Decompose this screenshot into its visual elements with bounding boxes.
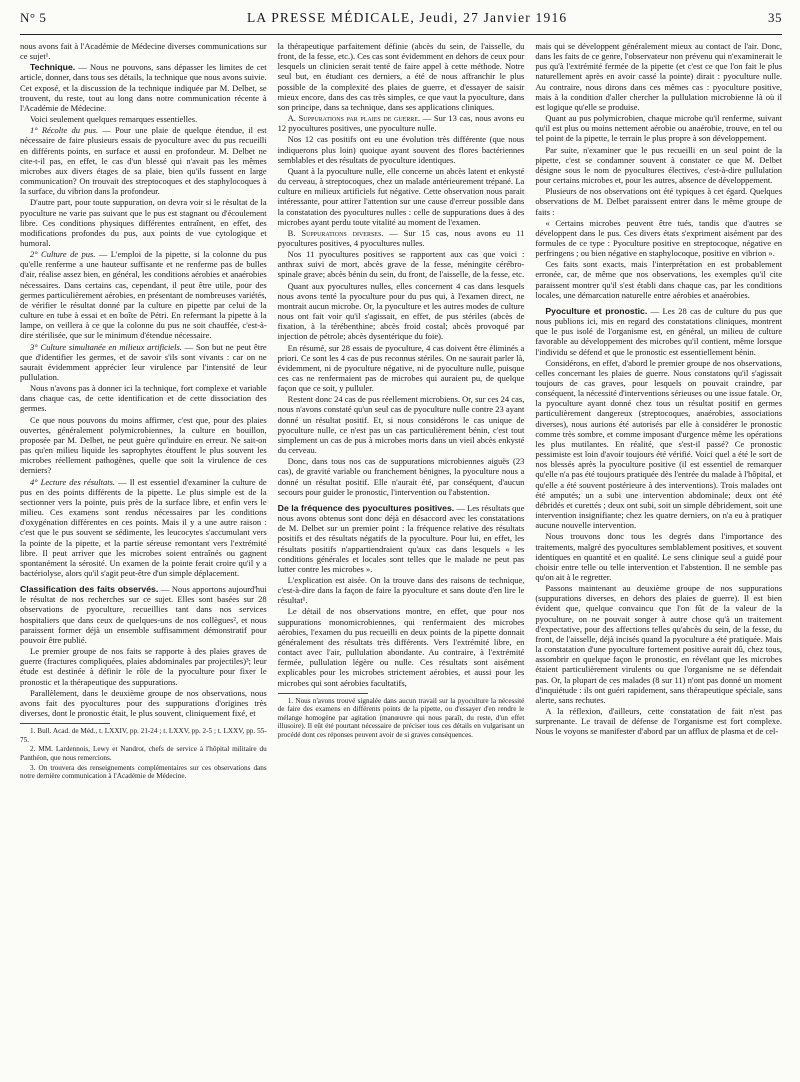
- column-2: [278, 41, 525, 782]
- paragraph-item-3: [20, 342, 267, 383]
- paragraph-group-a: [278, 113, 525, 133]
- section-heading-technique: Technique.: [30, 62, 76, 73]
- paragraph: Donc, dans tous nos cas de suppurations microbiennes aiguës (23 cas), de gravité variable ou franchement bénignes, la pyoculture nous a donné un résultat positif. Elle n'aurait été, par conséquent, d'aucun secours pour guider le pronostic, l'intervention ou l'abstention.: [277, 456, 525, 497]
- paragraph: mais qui se développent généralement mieux au contact de l'air. Donc, dans les faits de ce genre, l'observateur non prévenu qui n'examinerait le pus qu'à l'extrémité fermée de la pipette (et c'est ce que l'on fait le plus naturellement après en avoir cassé la pointe) dirait : pyoculture nulle. Au contraire, nous dirons dans ces mêmes cas : pyoculture positive, mais à la condition d'aller chercher la pullulation microbienne là où il est logique qu'elle se produise.: [535, 41, 783, 112]
- paragraph: En résumé, sur 28 essais de pyoculture, 4 cas doivent être éliminés a priori. Ce sont les 4 cas de pus reconnus stériles. On ne saurait parler là, évidemment, ni de pyoculture négative, ni de pyoculture nulle, puisque ces cas ne renfermaient pas de microbes qui auraient pu, de quelque façon que ce soit, y pulluler.: [277, 342, 525, 394]
- paragraph: Le détail de nos observations montre, en effet, que pour nos suppurations monomicrobiennes, qui renfermaient des microbes aérobies, l'examen du pus recueilli en deux points de la pipette donnait généralement des résultats très différents. Vers l'extrémité libre, en contact avec l'air, pullulation abondante. Au contraire, à l'extrémité fermée, pullulation légère ou nulle. Ces résultats sont aisément explicables pour les microbes strictement aérobies, et aussi pour les microbes qui sont aérobies facultatifs,: [277, 606, 525, 688]
- paragraph-text: — Les 28 cas de culture du pus que nous publions ici, mis en regard des constatations cliniques, montrent que le pus isolé de l'organisme est, en général, un milieu de culture favorable au développement des microbes qu'il contient, même lorsque l'individu se défend et que le pronostic est essentiellement bénin.: [535, 305, 783, 357]
- paragraph-item-4: [20, 477, 267, 579]
- item-heading: 3° Culture simultanée en milieux artificiels.: [30, 341, 182, 352]
- item-heading: 4° Lecture des résultats.: [30, 476, 116, 487]
- paragraph: Nous n'avons pas à donner ici la technique, fort complexe et variable dans chaque cas, de cette identification et de cette dissociation des germes.: [20, 383, 267, 414]
- paragraph: la thérapeutique parfaitement définie (abcès du sein, de l'aisselle, du front, de la fesse, etc.). Ces cas sont évidemment en dehors de ceux pour lesquels un clinicien serait tenté de faire appel à cette méthode. Notre seul but, en étudiant ces derniers, a été de nous affranchir le plus possible de la complexité des plaies de guerre, et d'essayer de saisir mieux encore, dans des cas très simples, ce que vaut la pyoculture, dans son principe, dans sa technique, dans ses applications cliniques.: [277, 41, 525, 112]
- footnote: 1. Nous n'avons trouvé signalée dans aucun travail sur la pyoculture la nécessité de faire des examens en différents points de la pipette, ou d'essayer d'en rendre le mélange homogène par agitation (manœuvre qui nous paraît, du reste, d'un effet illusoire). Il eût été pourtant nécessaire de préciser tous ces détails en vulgarisant un procédé dont ces réponses peuvent avoir de si graves conséquences.: [277, 696, 525, 740]
- paragraph: Nos 12 cas positifs ont eu une évolution très différente (que nous indiquerons plus loin) quoique ayant souvent des flores bactériennes semblables et des résultats de pyoculture identiques.: [277, 134, 525, 165]
- item-heading: 2° Culture de pus.: [30, 249, 96, 260]
- paragraph-text: — Pour une plaie de quelque étendue, il est nécessaire de faire plusieurs essais de pyoculture avec du pus recueilli en différents points, en surface et aussi en profondeur. M. Delbet ne cite-t-il pas, en effet, le cas d'un blessé qui n'avait pas les mêmes microbes aux divers étages de sa plaie, bien qu'ils fussent en large communication? On trouvait des streptocoques et des staphylocoques à la surface, du vibrion dans la profondeur.: [20, 125, 267, 197]
- section-heading-pronostic: Pyoculture et pronostic.: [545, 305, 648, 316]
- subsection-heading-b: B. Suppurations diverses.: [287, 227, 384, 238]
- paragraph: Quant à la pyoculture nulle, elle concerne un abcès latent et enkysté du cerveau, à streptocoques, chez un malade antérieurement trépané. La culture en milieux artificiels fut négative. Cette observation nous parait intéressante, pour attirer l'attention sur une cause d'erreur possible dans la constatation des pyocultures nulles : celle de suppurations dues à des microbes ayant perdu toute vitalité au moment de l'examen.: [277, 165, 525, 227]
- paragraph-group-b: [278, 228, 525, 248]
- paragraph: Par suite, n'examiner que le pus recueilli en un seul point de la pipette, c'est se condamner souvent à constater ce que M. Delbet désigne sous le nom de pyocultures électives, c'est-à-dire pullulation pour certains microbes et, pour les autres, absence de développement.: [535, 144, 783, 186]
- column-1: [20, 41, 267, 782]
- paragraph-pronostic: [535, 306, 782, 357]
- paragraph: nous avons fait à l'Académie de Médecine diverses communications sur ce sujet¹.: [20, 41, 267, 62]
- paragraph: A la réflexion, d'ailleurs, cette constatation de fait n'est pas surprenante. Le travail de défense de l'organisme est fort complexe. Nous le voyons se manifester d'abord par un afflux de plasma et de cel-: [535, 706, 783, 737]
- footnote: 3. On trouvera des renseignements complémentaires sur ces observations dans notre dernière communication à l'Académie de Médecine.: [20, 763, 267, 781]
- paragraph: Le premier groupe de nos faits se rapporte à des plaies graves de guerre (fractures compliquées, plaies abdominales par projectiles)³; leur étude est destinée à définir le rôle de la pyoculture pour fixer le pronostic et la thérapeutique des suppurations.: [20, 646, 267, 687]
- paragraph-text: — Les résultats que nous avons obtenus sont donc déjà en désaccord avec les constatations de M. Delbet sur un premier point : la fréquence relative des résultats positifs et des résultats négatifs de la pyoculture. Pour lui, en effet, les résultats positifs n'appartiendraient qu'aux cas dans lesquels « les conditions générales et locales sont telles que le malade ne peut pas lutter contre les microbes ».: [277, 502, 525, 574]
- paragraph-text: — Sur 15 cas, nous avons eu 11 pyocultures positives, 4 pyocultures nulles.: [277, 227, 525, 248]
- paragraph-text: — Sur 13 cas, nous avons eu 12 pyocultures positives, une pyoculture nulle.: [277, 113, 525, 134]
- paragraph-text: — Nous ne pouvons, sans dépasser les limites de cet article, donner, dans tous ses détails, la technique que nous avons suivie. Cet exposé, et la discussion de la technique indiquée par M. Delbet, se trouvent, du reste, tout au long dans notre communication récente à l'Académie de Médecine.: [20, 62, 267, 113]
- subsection-heading-a: A. Suppurations par plaies de guerre.: [287, 113, 421, 124]
- paragraph: L'explication est aisée. On la trouve dans des raisons de technique, c'est-à-dire dans la façon de faire la pyoculture et sans doute d'en lire le résultat¹.: [277, 574, 525, 606]
- footnote-rule: [20, 723, 110, 724]
- paragraph: Considérons, en effet, d'abord le premier groupe de nos observations, celles concernant les plaies de guerre. Nous constatons qu'il s'agissait toujours de cas graves, pour lesquels on pouvait craindre, par conséquent, la nécessité d'interventions sérieuses ou une issue fatale. Or, la pyoculture ayant donné chez tous un résultat positif en germes particulièrement dangereux (streptocoques, anaérobies, associations diverses), nous aurions été autorisés par elle à considérer le pronostic comme très sombre, et comme imposant d'urgence même les opérations les plus mutilantes. En réalité, que s'est-il passé? Ce pronostic pessimiste est loin d'avoir toujours été vérifié. Voici quel a été le sort de nos blessés après la pyoculture positive (il est essentiel de remarquer qu'elle n'a pas été toujours pratiquée dès l'entrée du malade à l'hôpital, et qu'elle a été souvent postérieure à des interventions). Trois malades ont été amputés; un a subi une intervention abdominale; deux ont été débridés et curettés ; deux ont subi, soit un simple débridement, soit une intervention insignifiante; chez les quatre derniers, on n'a eu à pratiquer aucune nouvelle intervention.: [535, 357, 783, 531]
- paragraph: Voici seulement quelques remarques essentielles.: [30, 114, 198, 125]
- paragraph-technique: [20, 62, 267, 113]
- paragraph: Quant au pus polymicrobien, chaque microbe qu'il renferme, suivant qu'il est plus ou moins nettement aérobie ou anaérobie, trouve, en tel ou tel point de la pipette, le terrain le plus propre à son développement.: [535, 113, 783, 144]
- paragraph: Parallèlement, dans le deuxième groupe de nos observations, nous avons fait des pyocultures pour des suppurations d'origines très diverses, dont le pronostic était, le plus souvent, cliniquement fixé, et: [20, 687, 267, 718]
- issue-number: N° 5: [20, 10, 47, 25]
- paragraph: Restent donc 24 cas de pus réellement microbiens. Or, sur ces 24 cas, nous n'avons constaté qu'un seul cas de pyoculture nulle contre 23 ayant donné un résultat positif. Et, si nous considérons le cas unique de pyoculture nulle, ce n'est pas un cas particulièrement bénin, c'est tout simplement un cas de pus à microbes morts dans un vieil abcès enkysté du cerveau.: [277, 394, 525, 456]
- footnote: 1. Bull. Acad. de Méd., t. LXXIV, pp. 21-24 ; t. LXXV, pp. 2-5 ; t. LXXV, pp. 55-75.: [20, 727, 267, 744]
- paragraph: Ces faits sont exacts, mais l'interprétation en est probablement erronée, car, de même que nos observations, les exemples qu'il cite paraissent montrer qu'il s'est établi dans chaque cas, par les conditions locales, une démarcation naturelle entre aérobies et anaérobies.: [535, 259, 783, 300]
- paragraph-text: — L'emploi de la pipette, si la colonne du pus qu'elle renferme a une hauteur suffisante et ne renferme pas de bulles d'air, réalise assez bien, en général, les conditions aérobies et anaérobies nécessaires. Dans certains cas, cependant, il peut être utile, pour des germes particulièrement aérobies, en présentant de nombreuses variétés, de vérifier le résultat donné par la culture en pipette par celui de la culture en tube à essai et en boîte de Pétri. En refermant la pipette à la lampe, on veillera à ce que la colonne du pus ne soit chauffée, c'est-à-dire stérilisée, que sur le minimum d'étendue nécessaire.: [20, 249, 267, 341]
- paragraph-frequence: [278, 503, 525, 574]
- quotation: « Certains microbes peuvent être tués, tandis que d'autres se développent dans le pus. Ces divers états s'expriment aisément par des formules de ce type : Pyoculture positive en streptocoque, négative en perfringens ; ou bien négative en staphylocoque, positive en vibrion ».: [535, 217, 783, 259]
- page-number: 35: [768, 10, 782, 25]
- footnote-rule: [278, 693, 368, 694]
- item-heading: 1° Récolte du pus.: [30, 125, 99, 136]
- paragraph-item-2: [20, 249, 267, 340]
- page-header: [20, 10, 782, 34]
- paragraph: Quant aux pyocultures nulles, elles concernent 4 cas dans lesquels nous avons tenté la pyoculture pour du pus qui, à l'examen direct, ne montrait aucun microbe. Or, la pyoculture et les autres modes de culture nous ont fait voir qu'il s'agissait, en effet, de pus stériles (abcès de fixation, à la térébenthine; abcès froid costal; abcès provoqué par injection de pétrole; abcès dysentérique du foie).: [277, 280, 525, 342]
- paragraph-text: — Nous apportons aujourd'hui le résultat de nos recherches sur ce sujet. Elles sont basées sur 28 observations de pyoculture, recueillies tant dans nos services hospitaliers que dans ceux de quelques-uns de nos collègues², et nous paraissent former déjà un ensemble suffisamment démonstratif pour pouvoir être publié.: [20, 584, 267, 645]
- footnote: 2. MM. Lardennois, Lewy et Nandrot, chefs de service à l'hôpital militaire du Panthéon, que nous remercions.: [20, 745, 267, 762]
- paragraph-item-1: [20, 125, 267, 196]
- paragraph: Ce que nous pouvons du moins affirmer, c'est que, pour des plaies ouvertes, généralement polymicrobiennes, la culture en bouillon, proposée par M. Delbet, ne peut guère qu'induire en erreur. Ne sait-on pas qu'en milieu liquide les saprophytes étouffent le plus souvent les microbes réellement pathogènes, quelle que soit la virulence de ces derniers?: [20, 414, 267, 476]
- paragraph: D'autre part, pour toute suppuration, on devra voir si le résultat de la pyoculture ne varie pas suivant que le pus est stagnant ou d'écoulement libre. Ces conditions physiques différentes entraînent, en effet, des modifications profondes du pus, aux points de vue cytologique et humoral.: [20, 197, 267, 248]
- journal-title: LA PRESSE MÉDICALE, Jeudi, 27 Janvier 1916: [246, 10, 568, 25]
- paragraph: Nos 11 pyocultures positives se rapportent aux cas que voici : anthrax suivi de mort, abcès grave de la fesse, méningite cérébro-spinale grave; abcès bénin du sein, du front, de l'aisselle, de la fesse, etc.: [277, 249, 525, 280]
- paragraph-text: — Son but ne peut être que d'identifier les germes, et de savoir s'ils sont vivants : car on ne saurait évidemment apprécier leur virulence par l'intensité de leur pullulation.: [20, 341, 267, 382]
- paragraph: Plusieurs de nos observations ont été typiques à cet égard. Quelques observations de M. Delbet paraissent entrer dans le même groupe de faits :: [535, 186, 783, 217]
- column-3: [535, 41, 782, 782]
- paragraph-text: — Il est essentiel d'examiner la culture de pus en des points différents de la pipette. Le plus simple est de la sectionner vers la pointe, puis près de la surface libre, et enfin vers le milieu. Ces examens sont rendus nécessaires par les conditions d'oxygénation différentes en ces points. Mais il y a une autre raison : c'est que le pus souvent se sédimente, les leucocytes s'accumulant vers la pointe de la pipette, et la partie séreuse remontant vers l'extrémité libre. Il peut arriver que les microbes soient entraînés ou gagnent spontanément la sérosité. Un examen de la pointe ferait croire qu'il y a bactériolyse, alors qu'il s'agit peut-être d'un simple déplacement.: [20, 476, 267, 578]
- header-rule: [20, 34, 782, 35]
- paragraph-classification: [20, 584, 267, 645]
- paragraph: Nous trouvons donc tous les degrés dans l'importance des traitements, malgré des pyocultures semblablement positives, et souvent identiques en quantité et en qualité. Le sens clinique seul a guidé pour choisir entre telle ou telle intervention et l'abstention. Il ne semble pas qu'on ait à le regretter.: [535, 531, 783, 582]
- paragraph: Passons maintenant au deuxième groupe de nos suppurations (suppurations diverses, en dehors des plaies de guerre). Il est bien évident que, quelque convaincu que l'on fût de la valeur de la pyoculture, on ne pouvait songer à autre chose qu'à un traitement d'expectative, pour des affections telles qu'abcès du sein, de la fesse, du front, de l'aisselle, déjà incisés quand la pyoculture a été pratiquée. Mais la constatation d'une pyoculture fortement positive aurait dû, chez tous, assombrir en quelque façon le pronostic, en révélant que les microbes étaient particulièrement virulents ou que l'organisme ne se défendait pas. Or, la plupart de ces malades (8 sur 11) n'ont pas donné un moment d'inquiétude : ils ont guéri rapidement, sans thérapeutique spéciale, sans alerte, sans rechutes.: [535, 583, 783, 705]
- article-columns: [20, 41, 782, 782]
- section-heading-frequence: De la fréquence des pyocultures positives.: [277, 502, 455, 513]
- section-heading-classification: Classification des faits observés.: [20, 584, 159, 595]
